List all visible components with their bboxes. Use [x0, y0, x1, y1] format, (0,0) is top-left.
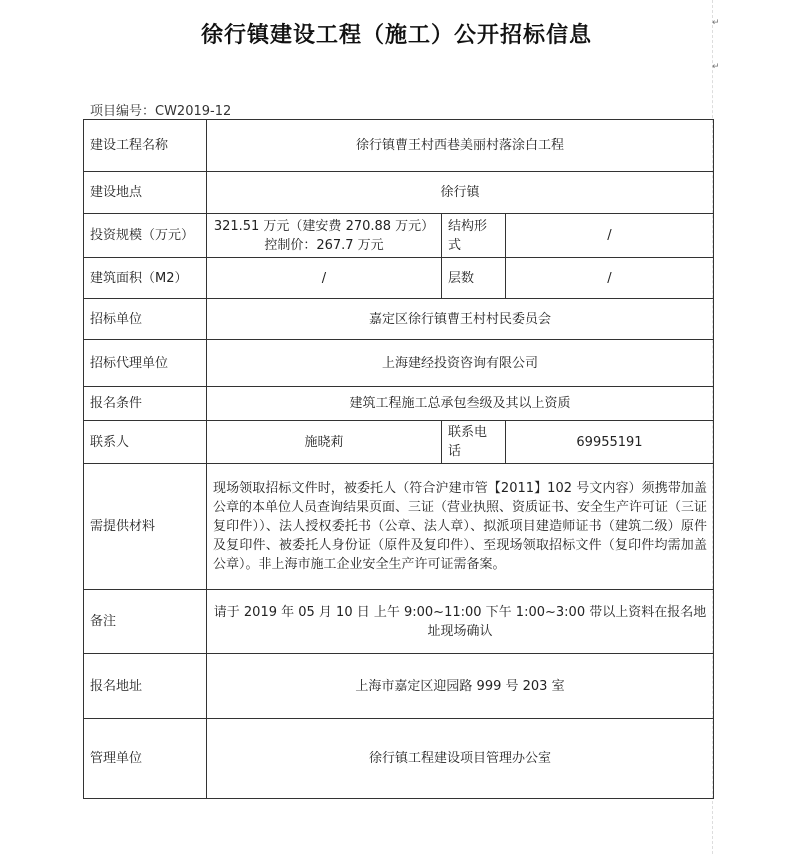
investment-label: 投资规模（万元） — [84, 214, 207, 258]
table-row — [84, 214, 714, 258]
project-name-value: 徐行镇曹王村西巷美丽村落涂白工程 — [207, 120, 714, 172]
manager-label: 管理单位 — [84, 719, 207, 799]
phone-label: 联系电话 — [442, 421, 506, 464]
contact-value: 施晓莉 — [207, 421, 442, 464]
floors-value: / — [506, 258, 714, 299]
investment-value — [207, 214, 442, 258]
table-row — [84, 172, 714, 214]
page-title: 徐行镇建设工程（施工）公开招标信息 — [200, 22, 592, 48]
table-row — [84, 120, 714, 172]
table-row — [84, 719, 714, 799]
tenderer-label: 招标单位 — [84, 299, 207, 340]
remarks-value: 请于 2019 年 05 月 10 日 上午 9:00~11:00 下午 1:00~3:00 带以上资料在报名地址现场确认 — [207, 590, 714, 654]
area-value: / — [207, 258, 442, 299]
address-value: 上海市嘉定区迎园路 999 号 203 室 — [207, 654, 714, 719]
floors-label: 层数 — [442, 258, 506, 299]
materials-label: 需提供材料 — [84, 464, 207, 590]
tender-info-table — [83, 119, 714, 799]
table-row — [84, 299, 714, 340]
project-name-label: 建设工程名称 — [84, 120, 207, 172]
table-row — [84, 387, 714, 421]
table-row — [84, 340, 714, 387]
manager-value: 徐行镇工程建设项目管理办公室 — [207, 719, 714, 799]
materials-value: 现场领取招标文件时，被委托人（符合沪建市管【2011】102 号文内容）须携带加盖公章的本单位人员查询结果页面、三证（营业执照、资质证书、安全生产许可证（三证复印件））、法人授权委托书（公章、法人章）、拟派项目建造师证书（建筑二级）原件及复印件、被委托人身份证（原件及复印件）、至现场领取招标文件（复印件均需加盖公章）。非上海市施工企业安全生产许可证需备案。 — [207, 464, 714, 590]
location-label: 建设地点 — [84, 172, 207, 214]
area-label: 建筑面积（M2） — [84, 258, 207, 299]
table-row — [84, 654, 714, 719]
structure-label: 结构形式 — [442, 214, 506, 258]
table-row — [84, 421, 714, 464]
contact-label: 联系人 — [84, 421, 207, 464]
agent-value: 上海建经投资咨询有限公司 — [207, 340, 714, 387]
requirement-value: 建筑工程施工总承包叁级及其以上资质 — [207, 387, 714, 421]
investment-amount: 321.51 万元（建安费 270.88 万元） — [213, 218, 435, 234]
location-value: 徐行镇 — [207, 172, 714, 214]
control-price: 控制价：267.7 万元 — [264, 237, 384, 253]
remarks-label: 备注 — [84, 590, 207, 654]
table-row — [84, 590, 714, 654]
project-number: 项目编号：CW2019-12 — [90, 104, 232, 119]
paragraph-mark: ↵ — [712, 18, 720, 28]
requirement-label: 报名条件 — [84, 387, 207, 421]
table-row — [84, 464, 714, 590]
paragraph-mark: ↵ — [712, 62, 720, 72]
agent-label: 招标代理单位 — [84, 340, 207, 387]
phone-value: 69955191 — [506, 421, 714, 464]
tenderer-value: 嘉定区徐行镇曹王村村民委员会 — [207, 299, 714, 340]
address-label: 报名地址 — [84, 654, 207, 719]
table-row — [84, 258, 714, 299]
structure-value: / — [506, 214, 714, 258]
